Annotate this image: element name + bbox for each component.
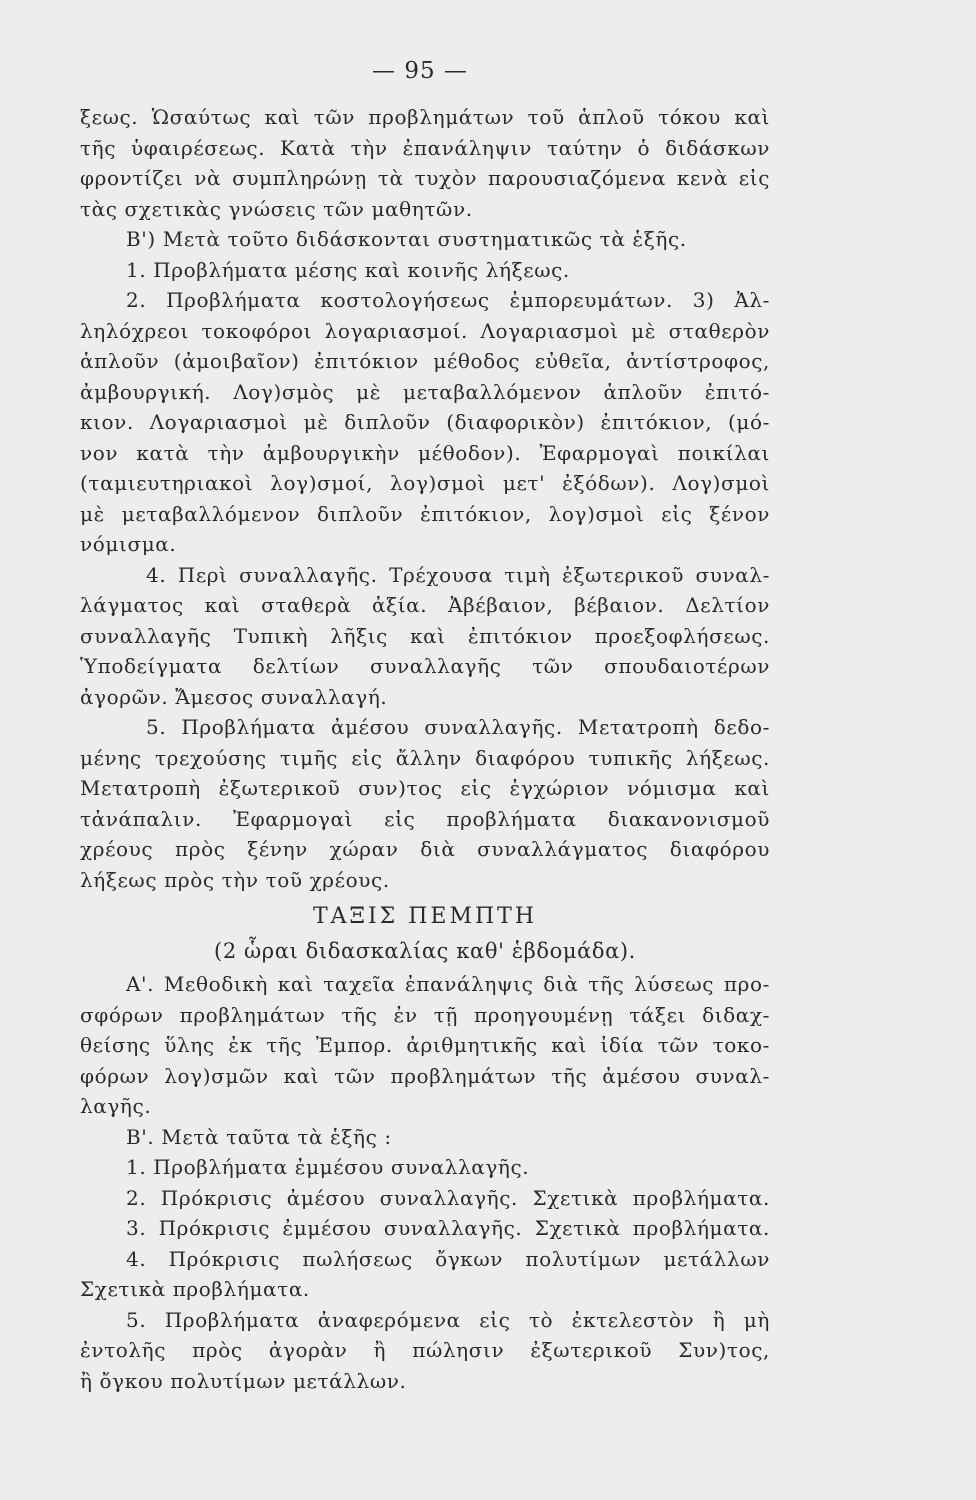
text-line: Μετατροπὴ ἐξωτερικοῦ συν)τος εἰς ἐγχώριον νόμισμα καὶ xyxy=(80,776,770,800)
text-line: Α'. Μεθοδικὴ καὶ ταχεῖα ἐπανάληψις διὰ τῆς λύσεως προ- xyxy=(126,972,770,996)
text-line: ἢ ὄγκου πολυτίμων μετάλλων. xyxy=(80,1368,407,1393)
text-line: ἁπλοῦν (ἀμοιβαῖον) ἐπιτόκιον μέθοδος εὐθεῖα, ἀντίστροφος, xyxy=(80,349,770,373)
page-body xyxy=(80,102,770,1396)
text-line: 4. Πρόκρισις πωλήσεως ὄγκων πολυτίμων μετάλλων xyxy=(126,1246,770,1271)
text-line: 5. Προβλήματα ἀναφερόμενα εἰς τὸ ἐκτελεστὸν ἢ μὴ xyxy=(126,1307,770,1332)
text-line: φόρων λογ)σμῶν καὶ τῶν προβλημάτων τῆς ἀμέσου συναλ- xyxy=(80,1063,770,1088)
text-line: μένης τρεχούσης τιμῆς εἰς ἄλλην διαφόρου τυπικῆς λήξεως. xyxy=(80,745,770,770)
text-line: λαγῆς. xyxy=(80,1094,152,1118)
section-subtitle: (2 ὧραι διδασκαλίας καθ' ἑβδομάδα). xyxy=(214,939,636,963)
text-line: τἀνάπαλιν. Ἐφαρμογαὶ εἰς προβλήματα διακανονισμοῦ xyxy=(80,806,770,831)
text-line: Β'. Μετὰ ταῦτα τὰ ἑξῆς : xyxy=(126,1124,392,1149)
text-line: σφόρων προβλημάτων τῆς ἐν τῇ προηγουμένῃ τάξει διδαχ- xyxy=(80,1002,770,1027)
text-line: 3. Πρόκρισις ἐμμέσου συναλλαγῆς. Σχετικὰ προβλήματα. xyxy=(126,1216,770,1240)
text-line: ἀμβουργική. Λογ)σμὸς μὲ μεταβαλλόμενον ἁπλοῦν ἐπιτό- xyxy=(80,379,770,404)
text-line: ληλόχρεοι τοκοφόροι λογαριασμοί. Λογαριασμοὶ μὲ σταθερὸν xyxy=(80,318,770,343)
text-line: λάγματος καὶ σταθερὰ ἀξία. Ἀβέβαιον, βέβαιον. Δελτίον xyxy=(80,593,770,617)
text-line: 2. Προβλήματα κοστολογήσεως ἐμπορευμάτων. 3) Ἀλ- xyxy=(126,288,770,312)
text-line: συναλλαγῆς Τυπικὴ λῆξις καὶ ἐπιτόκιον προεξοφλήσεως. xyxy=(80,623,770,648)
page-number: — 95 — xyxy=(372,58,468,84)
text-line: νόμισμα. xyxy=(80,532,177,556)
text-line: θείσης ὕλης ἐκ τῆς Ἐμπορ. ἀριθμητικῆς καὶ ἰδία τῶν τοκο- xyxy=(80,1033,770,1057)
text-line: ἐντολῆς πρὸς ἀγορὰν ἢ πώλησιν ἐξωτερικοῦ Συν)τος, xyxy=(80,1338,770,1362)
text-line: μὲ μεταβαλλόμενον διπλοῦν ἐπιτόκιον, λογ)σμοὶ εἰς ξένον xyxy=(80,501,770,526)
text-line: B') Μετὰ τοῦτο διδάσκονται συστηματικῶς τὰ ἑξῆς. xyxy=(126,227,687,251)
text-line: 1. Προβλήματα μέσης καὶ κοινῆς λήξεως. xyxy=(126,257,570,282)
text-line: 4. Περὶ συναλλαγῆς. Τρέχουσα τιμὴ ἐξωτερικοῦ συναλ- xyxy=(146,562,770,587)
text-line: (ταμιευτηριακοὶ λογ)σμοί, λογ)σμοὶ μετ' ἐξόδων). Λογ)σμοὶ xyxy=(80,471,770,495)
text-line: λήξεως πρὸς τὴν τοῦ χρέους. xyxy=(80,867,390,892)
text-line: 1. Προβλήματα ἐμμέσου συναλλαγῆς. xyxy=(126,1155,530,1179)
text-line: Ὑποδείγματα δελτίων συναλλαγῆς τῶν σπουδαιοτέρων xyxy=(80,654,770,678)
section-title: ΤΑΞΙΣ ΠΕΜΠΤΗ xyxy=(312,904,538,929)
text-line: τῆς ὑφαιρέσεως. Κατὰ τὴν ἐπανάληψιν ταύτην ὁ διδάσκων xyxy=(80,135,770,160)
text-line: ξεως. Ὡσαύτως καὶ τῶν προβλημάτων τοῦ ἁπλοῦ τόκου καὶ xyxy=(80,105,770,129)
text-line: τὰς σχετικὰς γνώσεις τῶν μαθητῶν. xyxy=(80,196,473,221)
text-line: νον κατὰ τὴν ἀμβουργικὴν μέθοδον). Ἐφαρμογαὶ ποικίλαι xyxy=(80,440,770,465)
text-line: φροντίζει νὰ συμπληρώνῃ τὰ τυχὸν παρουσιαζόμενα κενὰ εἰς xyxy=(80,166,770,190)
text-line: 2. Πρόκρισις ἀμέσου συναλλαγῆς. Σχετικὰ προβλήματα. xyxy=(126,1185,770,1210)
text-line: ἀγορῶν. Ἄμεσος συναλλαγή. xyxy=(80,684,388,709)
text-line: 5. Προβλήματα ἀμέσου συναλλαγῆς. Μετατροπὴ δεδο- xyxy=(146,715,770,739)
text-line: χρέους πρὸς ξένην χώραν διὰ συναλλάγματος διαφόρου xyxy=(80,837,770,861)
text-line: Σχετικὰ προβλήματα. xyxy=(80,1277,310,1301)
text-line: κιον. Λογαριασμοὶ μὲ διπλοῦν (διαφορικὸν) ἐπιτόκιον, (μό- xyxy=(80,410,770,434)
